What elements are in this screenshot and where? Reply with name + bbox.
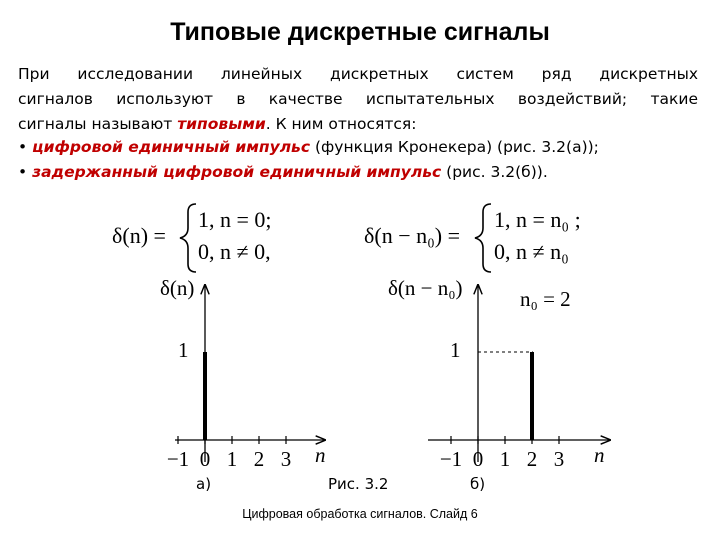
formula-a-lhs: δ(n) = — [112, 223, 166, 248]
formula-b-case2: 0, n ≠ n₀ — [494, 239, 569, 264]
y-axis-label: δ(n − n₀) — [388, 276, 463, 300]
bullet-term: цифровой единичный импульс — [32, 138, 311, 156]
bullet-mark: • — [18, 138, 28, 156]
brace-icon — [180, 204, 196, 272]
x-tick-label: 1 — [226, 447, 238, 471]
x-tick-label: 2 — [253, 447, 265, 471]
x-ticks — [440, 436, 564, 471]
x-tick-label: 2 — [526, 447, 538, 471]
caption-b: б) — [470, 475, 486, 493]
plot-a — [160, 276, 326, 471]
x-axis-label: n — [315, 443, 326, 467]
formula-b-case1: 1, n = n₀ ; — [494, 207, 581, 232]
term-typical: типовыми — [177, 115, 266, 133]
slide-footer: Цифровая обработка сигналов. Слайд 6 — [242, 507, 478, 521]
formula-a-case2: 0, n ≠ 0, — [198, 239, 271, 264]
plot-b — [388, 276, 610, 471]
caption-a: а) — [196, 475, 212, 493]
figure-caption: Рис. 3.2 — [328, 475, 389, 493]
x-tick-label: 0 — [199, 447, 211, 471]
level-one-label: 1 — [178, 338, 189, 362]
paragraph-line-3-pre: сигналы называют — [18, 115, 178, 133]
x-tick-label: 3 — [280, 447, 292, 471]
level-one-label: 1 — [450, 338, 461, 362]
formula-a — [112, 204, 272, 272]
bullet-text: (функция Кронекера) (рис. 3.2(а)); — [310, 138, 599, 156]
x-tick-label: 0 — [472, 447, 484, 471]
paragraph-line-1: При исследовании линейных дискретных систем ряд дискретных — [18, 65, 698, 83]
n0-param-label: n₀ = 2 — [520, 287, 571, 311]
bullet-term: задержанный цифровой единичный импульс — [32, 163, 442, 181]
bullet-mark: • — [18, 163, 28, 181]
x-tick-label: 1 — [499, 447, 511, 471]
x-tick-label: −1 — [439, 447, 463, 471]
formula-b-lhs: δ(n − n₀) = — [364, 223, 461, 248]
slide-title: Типовые дискретные сигналы — [170, 18, 550, 46]
x-axis-label: n — [594, 443, 605, 467]
bullet-text: (рис. 3.2(б)). — [441, 163, 548, 181]
x-ticks — [167, 436, 291, 471]
formula-b — [364, 204, 581, 272]
paragraph-line-2: сигналов используют в качестве испытательных воздействий; такие — [18, 90, 698, 108]
x-tick-label: −1 — [166, 447, 190, 471]
paragraph-line-3-post: . К ним относятся: — [265, 115, 417, 133]
formula-a-case1: 1, n = 0; — [198, 207, 272, 232]
brace-icon — [475, 204, 491, 272]
x-tick-label: 3 — [553, 447, 565, 471]
y-axis-label: δ(n) — [160, 276, 195, 300]
